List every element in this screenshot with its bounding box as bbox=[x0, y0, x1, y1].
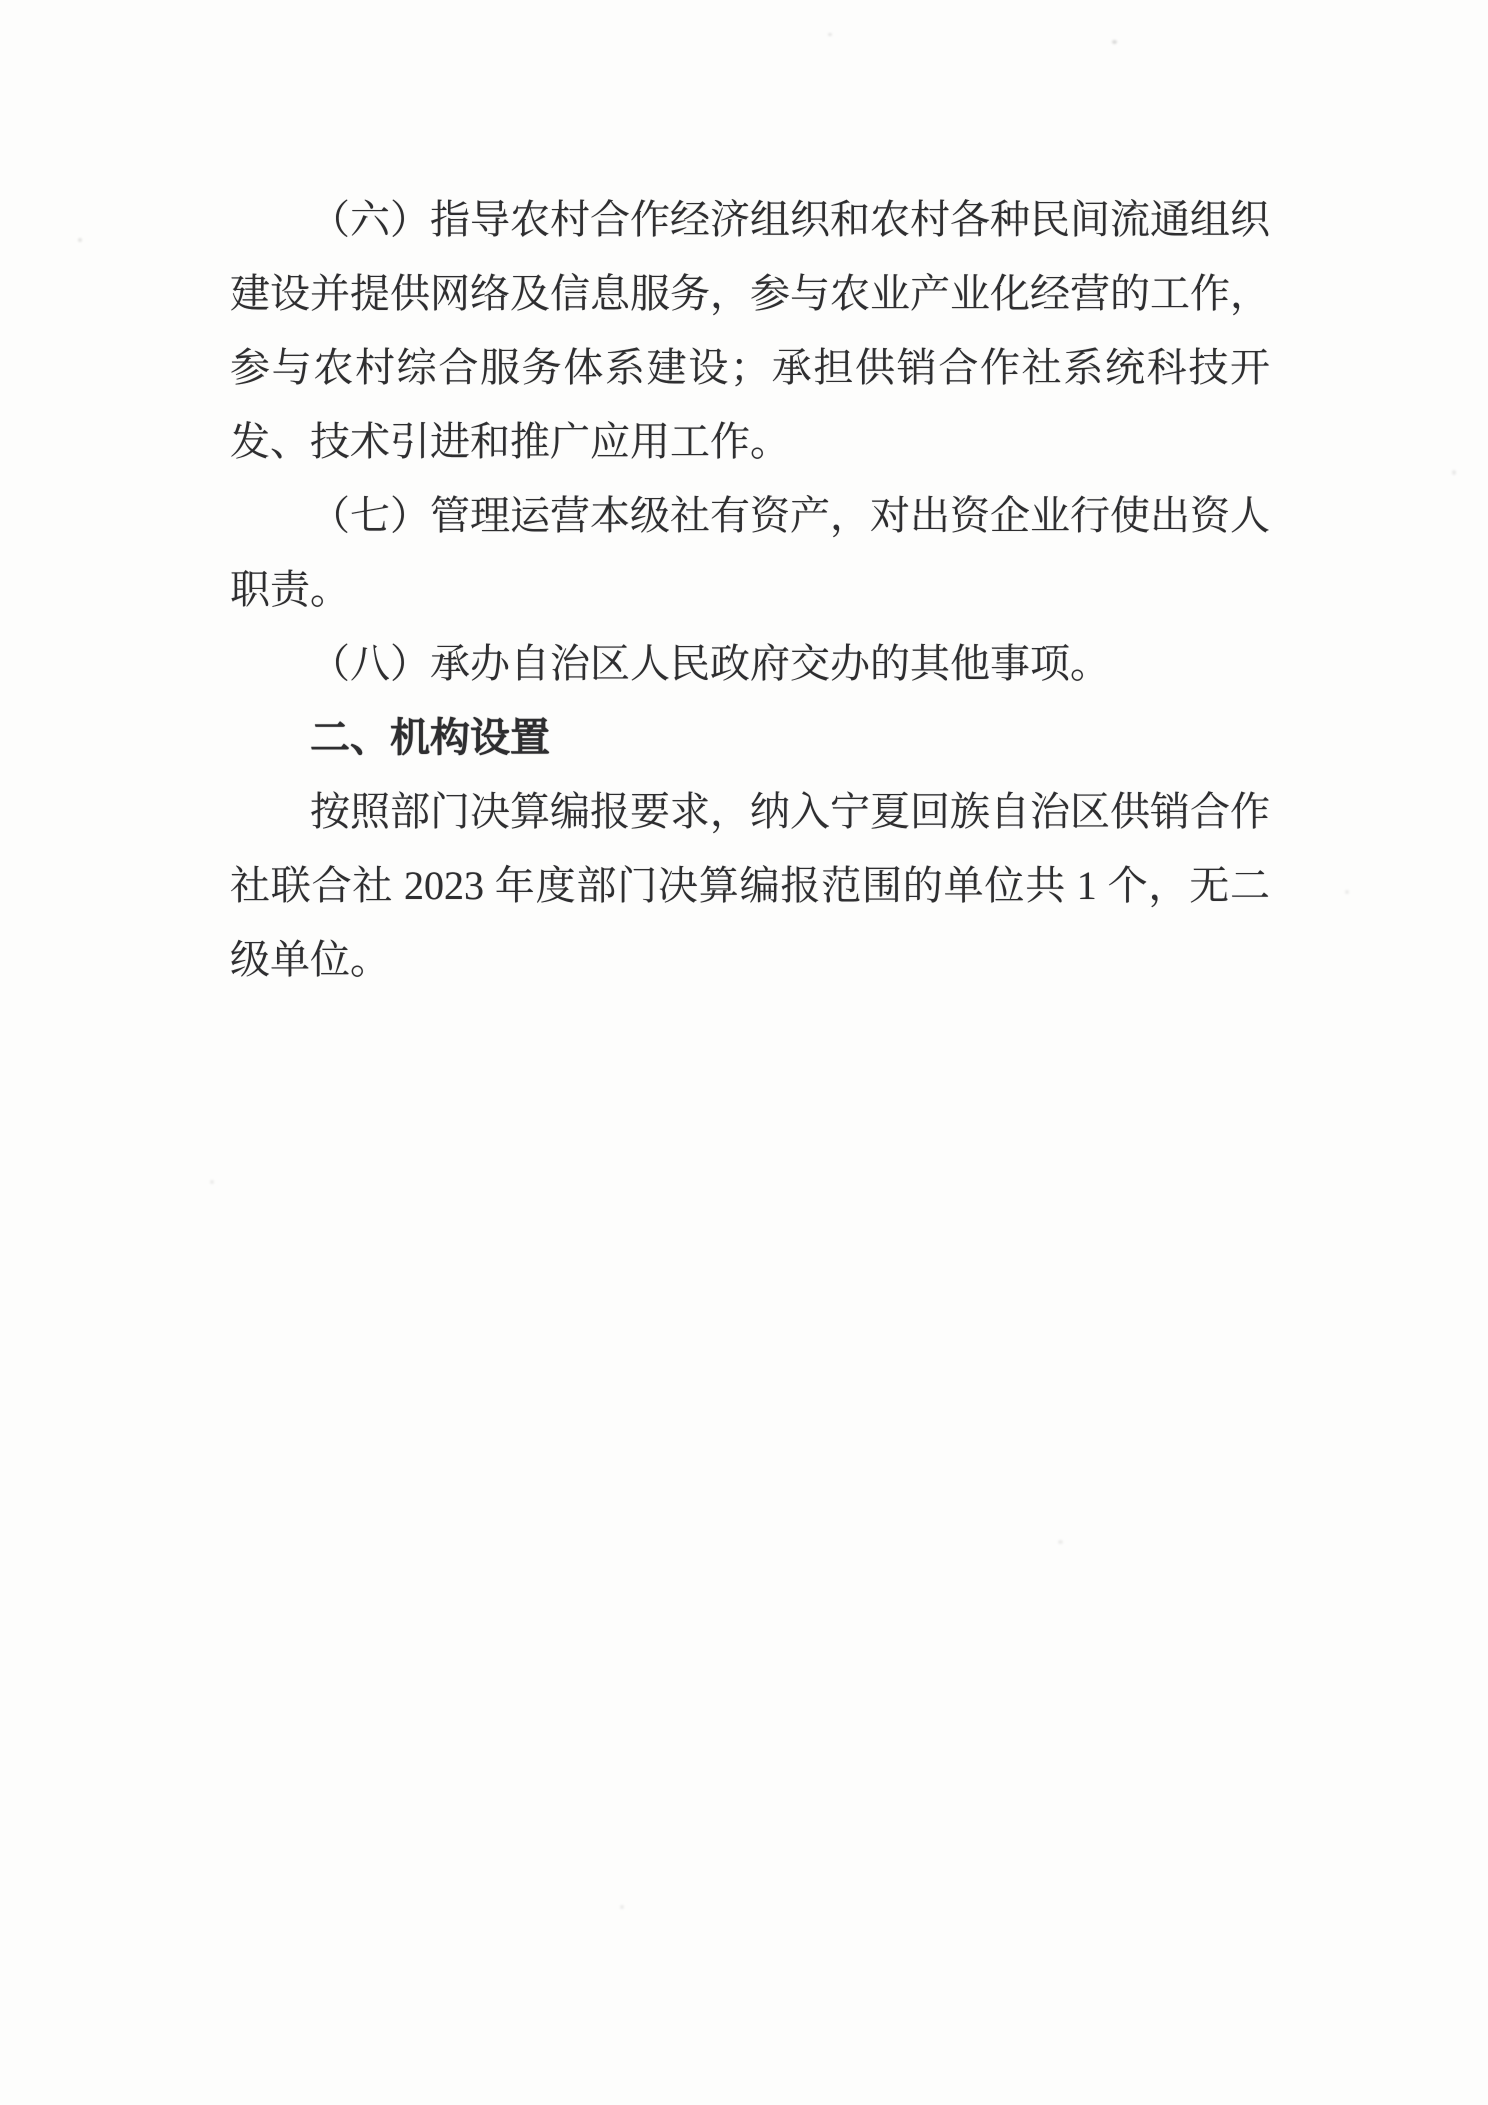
text-line: 按照部门决算编报要求，纳入宁夏回族自治区供销合作 bbox=[310, 789, 1270, 834]
text-line: 级单位。 bbox=[230, 937, 390, 982]
scan-speck bbox=[1112, 40, 1117, 44]
text-line: （七）管理运营本级社有资产，对出资企业行使出资人 bbox=[310, 493, 1270, 538]
scan-speck bbox=[828, 33, 832, 36]
text-line: 发、技术引进和推广应用工作。 bbox=[230, 419, 790, 464]
text-line: 社联合社 2023 年度部门决算编报范围的单位共 1 个，无二 bbox=[230, 863, 1270, 908]
text-line: 建设并提供网络及信息服务，参与农业产业化经营的工作， bbox=[230, 271, 1270, 316]
text-line: （六）指导农村合作经济组织和农村各种民间流通组织 bbox=[310, 197, 1270, 242]
scan-speck bbox=[620, 1905, 624, 1909]
text-line: （八）承办自治区人民政府交办的其他事项。 bbox=[310, 641, 1110, 686]
scan-speck bbox=[1345, 890, 1349, 894]
section-heading: 二、机构设置 bbox=[310, 715, 550, 760]
text-line: 职责。 bbox=[230, 567, 350, 612]
scan-speck bbox=[1058, 1540, 1063, 1544]
scan-speck bbox=[210, 1180, 214, 1184]
scan-speck bbox=[1452, 470, 1456, 475]
document-body bbox=[230, 183, 1270, 997]
scan-speck bbox=[78, 238, 82, 242]
text-line: 参与农村综合服务体系建设；承担供销合作社系统科技开 bbox=[230, 345, 1270, 390]
